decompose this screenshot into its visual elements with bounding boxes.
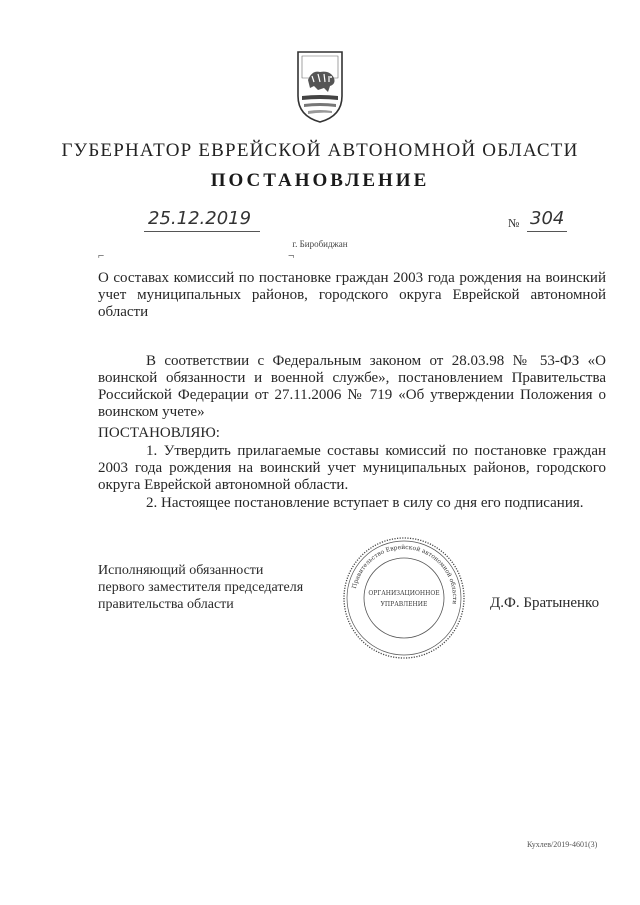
official-seal-stamp xyxy=(341,535,467,661)
signer-position-line: правительства области xyxy=(98,597,234,612)
issuing-authority: ГУБЕРНАТОР ЕВРЕЙСКОЙ АВТОНОМНОЙ ОБЛАСТИ xyxy=(61,140,579,161)
signer-position-line: первого заместителя председателя xyxy=(98,580,304,595)
document-type: ПОСТАНОВЛЕНИЕ xyxy=(210,170,430,191)
decree-word: ПОСТАНОВЛЯЮ: xyxy=(98,425,220,441)
decree-item-2: 2. Настоящее постановление вступает в силу со дня его подписания. xyxy=(146,495,584,511)
left-corner-mark: ⌐ xyxy=(98,250,105,262)
coat-of-arms-icon xyxy=(294,48,346,124)
footer-reference: Кухлев/2019-4601(3) xyxy=(527,840,598,849)
decree-item-1: 1. Утвердить прилагаемые составы комиссий по постановке граждан 2003 года рождения на воинский учет муниципальных районов, городского округа Еврейской автономной области. xyxy=(98,443,606,493)
number-label: № xyxy=(508,216,520,230)
right-corner-mark: ¬ xyxy=(288,250,295,262)
city-name: г. Биробиджан xyxy=(292,239,348,249)
stamp-center-line: ОРГАНИЗАЦИОННОЕ xyxy=(368,590,440,597)
signer-name: Д.Ф. Братыненко xyxy=(490,595,600,611)
document-date: 25.12.2019 xyxy=(148,208,252,229)
signer-position-line: Исполняющий обязанности xyxy=(98,563,264,578)
signer-position xyxy=(98,562,338,613)
document-subject: О составах комиссий по постановке граждан 2003 года рождения на воинский учет муниципальных районов, городского округа Еврейской автономной области xyxy=(98,270,606,320)
date-underline xyxy=(144,231,260,232)
stamp-ring-text: Правительство Еврейской автономной области xyxy=(350,543,459,605)
stamp-center-line: УПРАВЛЕНИЕ xyxy=(380,601,428,608)
legal-basis-paragraph: В соответствии с Федеральным законом от 28.03.98 № 53-ФЗ «О воинской обязанности и военной службе», постановлением Правительства Российской Федерации от 27.11.2006 № 719 «Об утверждении Положения о воинском учете» xyxy=(98,353,606,420)
document-number: 304 xyxy=(530,208,565,229)
number-underline xyxy=(527,231,567,232)
